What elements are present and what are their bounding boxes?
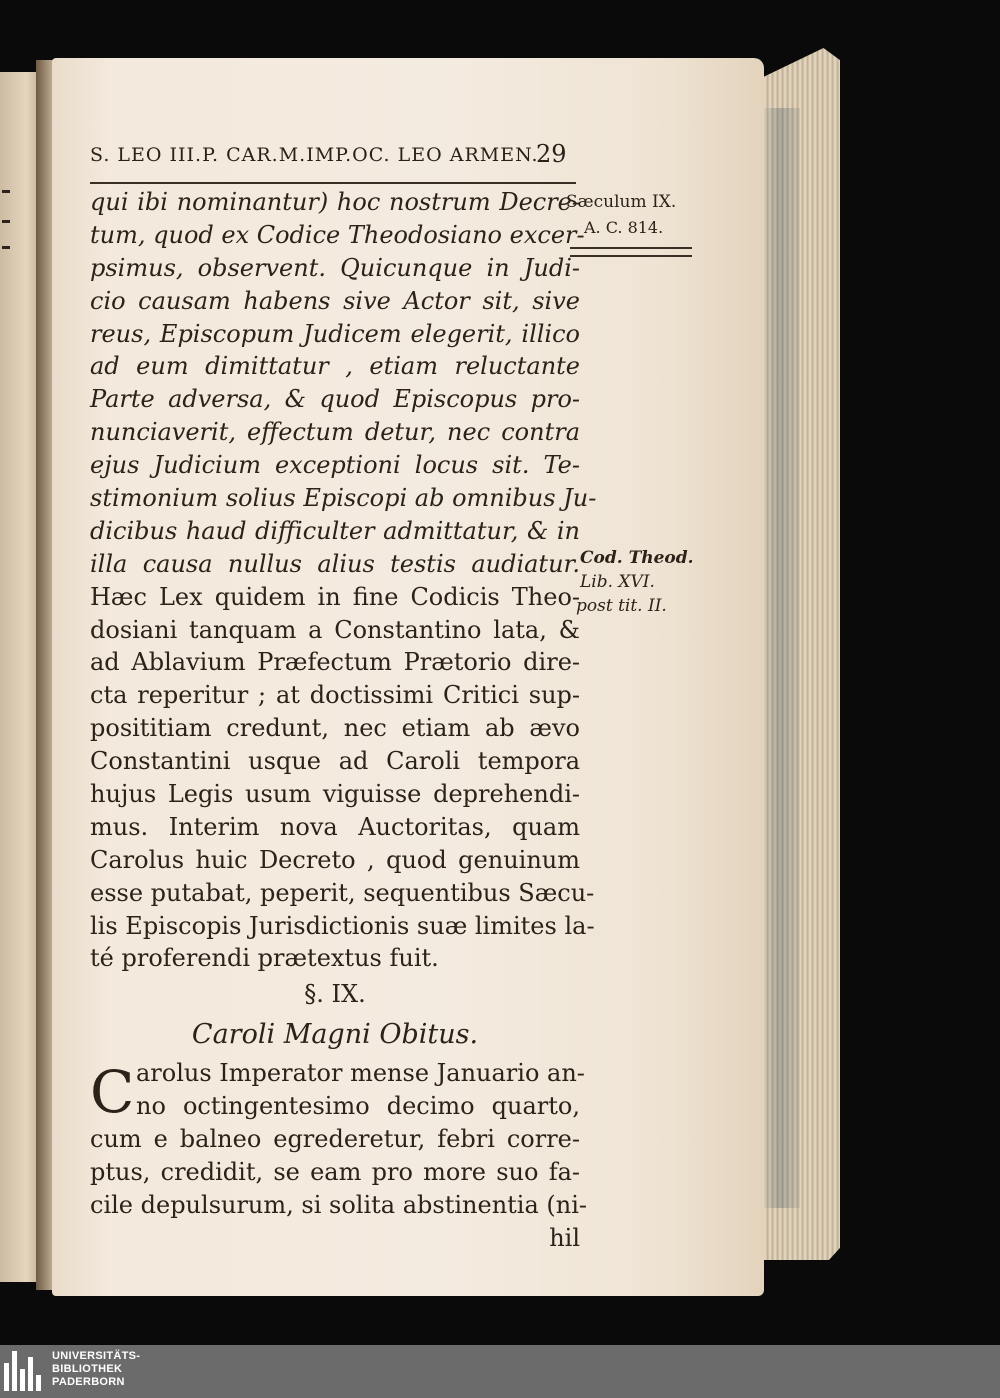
library-name-line: PADERBORN [52,1376,125,1388]
margin-note-post: post tit. II. [576,596,667,616]
library-name [52,1350,140,1389]
library-logo-icon [0,1351,48,1391]
text-line: no octingentesimo decimo quarto, [136,1092,580,1121]
text-line: Carolus huic Decreto , quod genuinum [90,845,580,874]
margin-note-rule [570,255,692,257]
text-line: dicibus haud difficulter admittatur, & in [90,516,580,545]
body-text [90,186,597,1255]
text-line: stimonium solius Episcopi ab omnibus Ju- [90,484,597,513]
margin-note-lib: Lib. XVI. [580,572,655,592]
text-line: ad eum dimittatur , etiam reluctante [90,352,580,381]
library-name-line: BIBLIOTHEK [52,1363,123,1375]
text-line: lis Episcopis Jurisdictionis suæ limites la- [90,911,595,940]
library-footer [0,1345,1000,1398]
catchword: hil [549,1223,580,1252]
text-line: cile depulsurum, si solita abstinentia (ni- [90,1190,588,1219]
text-line: hujus Legis usum viguisse deprehendi- [90,780,580,809]
text-line: cta reperitur ; at doctissimi Critici sup- [90,681,580,710]
margin-note-year: A. C. 814. [584,218,664,237]
header-rule [90,182,576,184]
library-name-line: UNIVERSITÄTS- [52,1350,141,1362]
text-line: mus. Interim nova Auctoritas, quam [90,812,580,841]
section-number: §. IX. [304,980,366,1009]
drop-cap: C [90,1058,135,1127]
text-line: reus, Episcopum Judicem elegerit, illico [90,319,580,348]
section-title: Caroli Magni Obitus. [191,1019,479,1051]
page-number: 29 [536,140,567,168]
text-line: esse putabat, peperit, sequentibus Sæcu- [90,878,595,907]
margin-note-cod: Cod. Theod. [580,548,694,568]
text-line: té proferendi prætextus fuit. [90,944,439,973]
text-line: ptus, credidit, se eam pro more suo fa- [90,1158,580,1187]
text-line: tum, quod ex Codice Theodosiano excer- [90,220,585,249]
text-line: Constantini usque ad Caroli tempora [90,747,580,776]
text-line: illa causa nullus alius testis audiatur. [90,549,580,578]
text-line: psimus, observent. Quicunque in Judi- [90,253,580,282]
text-line: ad Ablavium Præfectum Prætorio dire- [90,648,580,677]
text-line: Hæc Lex quidem in fine Codicis Theo- [90,582,580,611]
running-title: S. LEO III.P. CAR.M.IMP.OC. LEO ARMEN. [90,144,539,166]
text-line: posititiam credunt, nec etiam ab ævo [90,714,580,743]
margin-note-rule [570,247,692,249]
first-line-text: arolus Imperator mense Januario an- [136,1059,585,1088]
text-line: cio causam habens sive Actor sit, sive [90,286,580,315]
text-line: dosiani tanquam a Constantino lata, & [90,615,580,644]
text-line: cum e balneo egrederetur, febri corre- [90,1125,580,1154]
text-line: ejus Judicium exceptioni locus sit. Te- [90,451,580,480]
margin-note-saeculum: Sæculum IX. [566,192,677,212]
text-line: nunciaverit, effectum detur, nec contra [90,418,580,447]
text-line: Parte adversa, & quod Episcopus pro- [90,385,580,414]
text-line: qui ibi nominantur) hoc nostrum Decre- [90,188,580,216]
